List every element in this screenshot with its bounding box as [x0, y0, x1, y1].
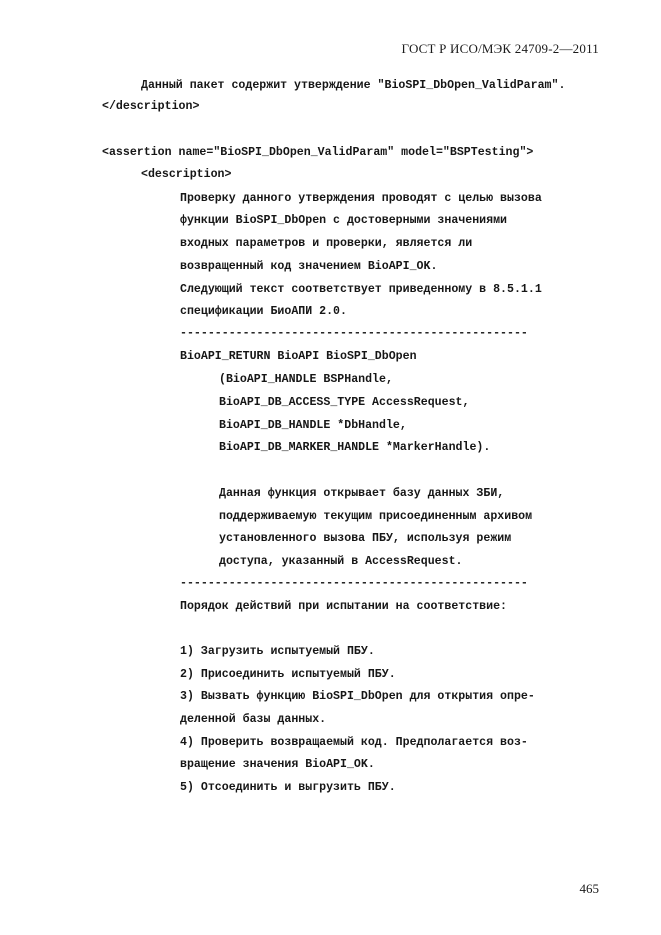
- list-item: 2) Присоединить испытуемый ПБУ.: [180, 668, 396, 681]
- text-line: функции BioSPI_DbOpen с достоверными значениями: [180, 214, 507, 227]
- text-line: возвращенный код значением BioAPI_OK.: [180, 260, 438, 273]
- text-line: Порядок действий при испытании на соответствие:: [180, 600, 507, 613]
- code-line: BioAPI_RETURN BioAPI BioSPI_DbOpen: [180, 350, 417, 363]
- text-line: Проверку данного утверждения проводят с целью вызова: [180, 192, 542, 205]
- text-line: входных параметров и проверки, является ли: [180, 237, 473, 250]
- text-line: установленного вызова ПБУ, используя режим: [219, 532, 512, 545]
- text-line: Данный пакет содержит утверждение "BioSPI_DbOpen_ValidParam".: [141, 79, 566, 92]
- list-item: 5) Отсоединить и выгрузить ПБУ.: [180, 781, 396, 794]
- text-line: доступа, указанный в AccessRequest.: [219, 555, 463, 568]
- separator-line: --------------------------------------------------: [180, 577, 528, 590]
- list-item: деленной базы данных.: [180, 713, 327, 726]
- text-line: спецификации БиоАПИ 2.0.: [180, 305, 347, 318]
- list-item: вращение значения BioAPI_OK.: [180, 758, 375, 771]
- separator-line: --------------------------------------------------: [180, 327, 528, 340]
- document-standard-header: ГОСТ Р ИСО/МЭК 24709-2—2011: [401, 41, 599, 56]
- text-line: <assertion name="BioSPI_DbOpen_ValidParam" model="BSPTesting">: [102, 146, 534, 159]
- code-line: BioAPI_DB_HANDLE *DbHandle,: [219, 419, 407, 432]
- list-item: 1) Загрузить испытуемый ПБУ.: [180, 645, 375, 658]
- code-line: BioAPI_DB_ACCESS_TYPE AccessRequest,: [219, 396, 470, 409]
- text-line: </description>: [102, 100, 200, 113]
- text-line: Данная функция открывает базу данных ЗБИ,: [219, 487, 505, 500]
- code-line: (BioAPI_HANDLE BSPHandle,: [219, 373, 393, 386]
- page-number: 465: [579, 881, 599, 896]
- text-line: поддерживаемую текущим присоединенным архивом: [219, 510, 533, 523]
- list-item: 3) Вызвать функцию BioSPI_DbOpen для открытия опре-: [180, 690, 535, 703]
- list-item: 4) Проверить возвращаемый код. Предполагается воз-: [180, 736, 528, 749]
- code-line: BioAPI_DB_MARKER_HANDLE *MarkerHandle).: [219, 441, 491, 454]
- text-line: <description>: [141, 168, 232, 181]
- text-line: Следующий текст соответствует приведенному в 8.5.1.1: [180, 283, 542, 296]
